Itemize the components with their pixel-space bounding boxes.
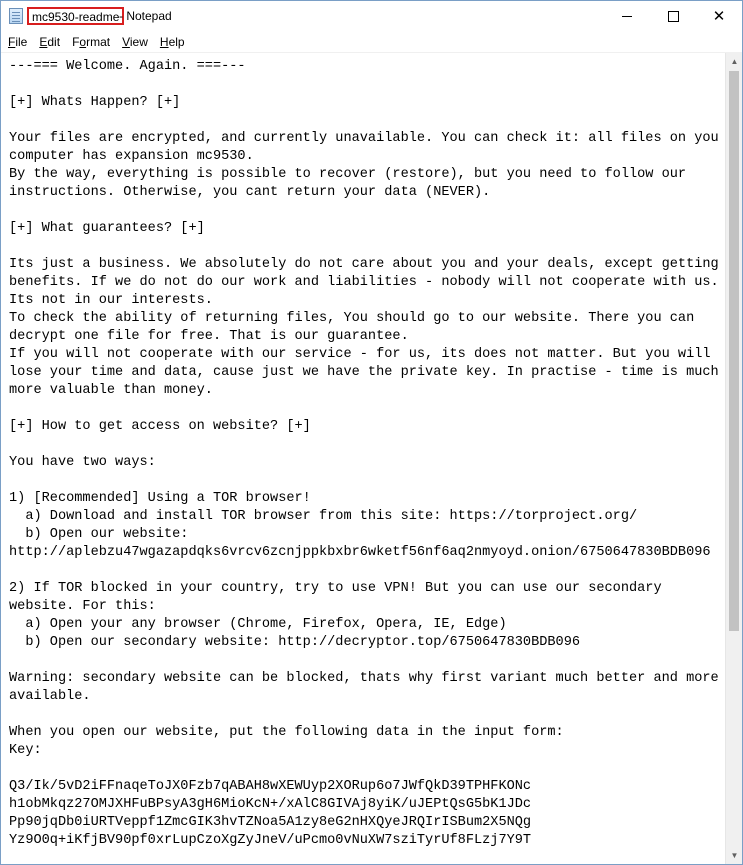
close-icon: ✕ bbox=[712, 7, 726, 25]
menu-edit[interactable] bbox=[32, 35, 65, 49]
title-bar[interactable] bbox=[1, 1, 742, 31]
close-button[interactable] bbox=[696, 1, 742, 31]
menu-help-label: elp bbox=[168, 34, 185, 49]
menu-format-label: rmat bbox=[86, 34, 111, 49]
menu-view-label: iew bbox=[129, 34, 148, 49]
minimize-icon bbox=[622, 16, 632, 17]
menu-file-accel: F bbox=[8, 34, 16, 49]
menu-help-accel: H bbox=[159, 34, 169, 49]
maximize-icon bbox=[668, 11, 679, 22]
menu-format[interactable] bbox=[65, 35, 115, 49]
minimize-button[interactable] bbox=[604, 1, 650, 31]
window-title-app: - Notepad bbox=[119, 9, 172, 23]
menu-file-label: ile bbox=[15, 34, 28, 49]
menu-format-prefix: F bbox=[72, 34, 80, 49]
menu-edit-label: dit bbox=[47, 34, 61, 49]
text-editor[interactable] bbox=[1, 53, 725, 864]
menu-view[interactable] bbox=[115, 35, 153, 49]
vertical-scrollbar[interactable] bbox=[725, 53, 742, 864]
maximize-button[interactable] bbox=[650, 1, 696, 31]
menu-edit-accel: E bbox=[39, 34, 48, 49]
document-text[interactable]: ---=== Welcome. Again. ===--- [+] Whats Happen? [+] Your files are encrypted, and currently unavailable. You can check it: all files on you computer has expansion mc9530. By the way, everything is possible to recover (restore), but you need to follow our instructions. Otherwise, you cant return your data (NEVER). [+] What guarantees? [+] Its just a business. We absolutely do not care about you and your deals, except getting benefits. If we do not do our work and liabilities - nobody will not cooperate with us. Its not in our interests. To check the ability of returning files, You should go to our website. There you can decrypt one file for free. That is our guarantee. If you will not cooperate with our service - for us, its does not matter. But you will lose your time and data, cause just we have the private key. In practise - time is much more valuable than money. [+] How to get access on website? [+] You have two ways: 1) [Recommended] Using a TOR browser! a) Download and install TOR browser from this site: https://torproject.org/ b) Open our website: http://aplebzu47wgazapdqks6vrcv6zcnjppkbxbr6wketf56nf6aq2nmyoyd.onion/6750647830BDB096 2) If TOR blocked in your country, try to use VPN! But you can use our secondary website. For this: a) Open your any browser (Chrome, Firefox, Opera, IE, Edge) b) Open our secondary website: http://decryptor.top/6750647830BDB096 Warning: secondary website can be blocked, thats why first variant much better and more available. When you open our website, put the following data in the input form: Key: Q3/Ik/5vD2iFFnaqeToJX0Fzb7qABAH8wXEWUyp2XORup6o7JWfQkD39TPHFKONc h1obMkqz27OMJXHFuBPsyA3gH6MioKcN+/xAlC8GIVAj8yiK/uJEPtQsG5bK1JDc Pp90jqDb0iURTVeppf1ZmcGIK3hvTZNoa5A1zy8eG2nHXQyeJRQIrISBum2X5NQg Yz9O0q+iKfjBV90pf0xrLupCzoXgZyJneV/uPcmo0vNuXW7sziTyrUf8FLzj7Y9T bbox=[9, 59, 719, 848]
menu-help[interactable] bbox=[153, 35, 190, 49]
menu-format-accel: o bbox=[79, 34, 87, 49]
window-title-filename: mc9530-readme bbox=[27, 7, 124, 25]
menu-file[interactable] bbox=[1, 35, 32, 49]
notepad-icon[interactable] bbox=[9, 8, 23, 24]
scroll-down-arrow-icon[interactable]: ▼ bbox=[730, 851, 739, 860]
menu-view-accel: V bbox=[122, 34, 130, 49]
scroll-up-arrow-icon[interactable]: ▲ bbox=[730, 57, 739, 66]
menu-bar bbox=[1, 31, 742, 52]
scroll-thumb[interactable] bbox=[729, 71, 739, 631]
